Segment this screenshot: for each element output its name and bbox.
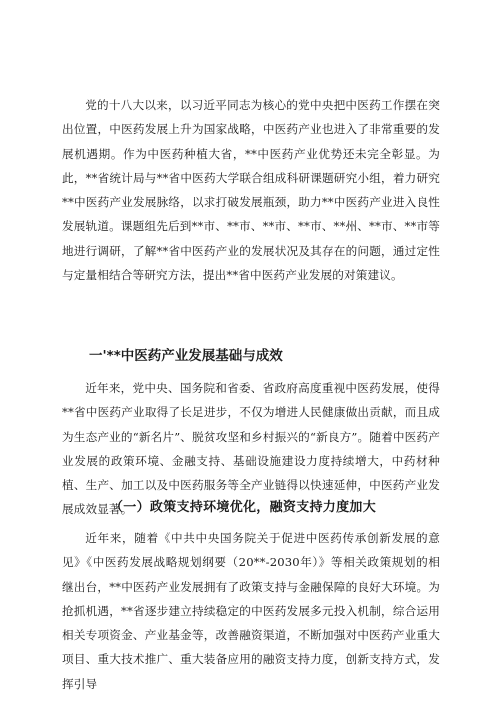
subsection-paragraph: 近年来，随着《中共中央国务院关于促进中医药传承创新发展的意见》《中医药发展战略规划纲要（20**-2030年）》等相关政策规划的相继出台，**中医药产业发展拥有了政策支持与金融保障的良好大环境。为抢抓机遇，**省逐步建立持续稳定的中医药发展多元投入机制，综合运用相关专项资金、产业基金等，改善融资渠道，不断加强对中医药产业重大项目、重大技术推广、重大装备应用的融资支持力度，创新支持方式，发挥引导 [62, 531, 440, 691]
subsection-heading: （一）政策支持环境优化，融资支持力度加大 [110, 500, 377, 515]
intro-paragraph: 党的十八大以来，以习近平同志为核心的党中央把中医药工作摆在突出位置，中医药发展上升为国家战略，中医药产业也进入了非常重要的发展机遇期。作为中医药种植大省，**中医药产业优势还未完全彰显。为此，**省统计局与**省中医药大学联合组成科研课题研究小组，着力研究**中医药产业发展脉络，以求打破发展瓶颈，助力**中医药产业进入良性发展轨道。课题组先后到**市、**市、**市、**市、**州、**市、**市等地进行调研，了解**省中医药产业的发展状况及其存在的问题，通过定性与定量相结合等研究方法，提出**省中医药产业发展的对策建议。 [62, 98, 440, 283]
section-heading: 一'**中医药产业发展基础与成效 [89, 348, 283, 364]
section-paragraph: 近年来，党中央、国务院和省委、省政府高度重视中医药发展，使得**省中医药产业取得了长足进步，不仅为增进人民健康做出贡献，而且成为生态产业的“新名片”、脱贫攻坚和乡村振兴的“新良方”。随着中医药产业发展的政策环境、金融支持、基础设施建设力度持续增大，中药材种植、生产、加工以及中医药服务等全产业链得以快速延伸，中医药产业发展成效显著。 [62, 381, 440, 517]
